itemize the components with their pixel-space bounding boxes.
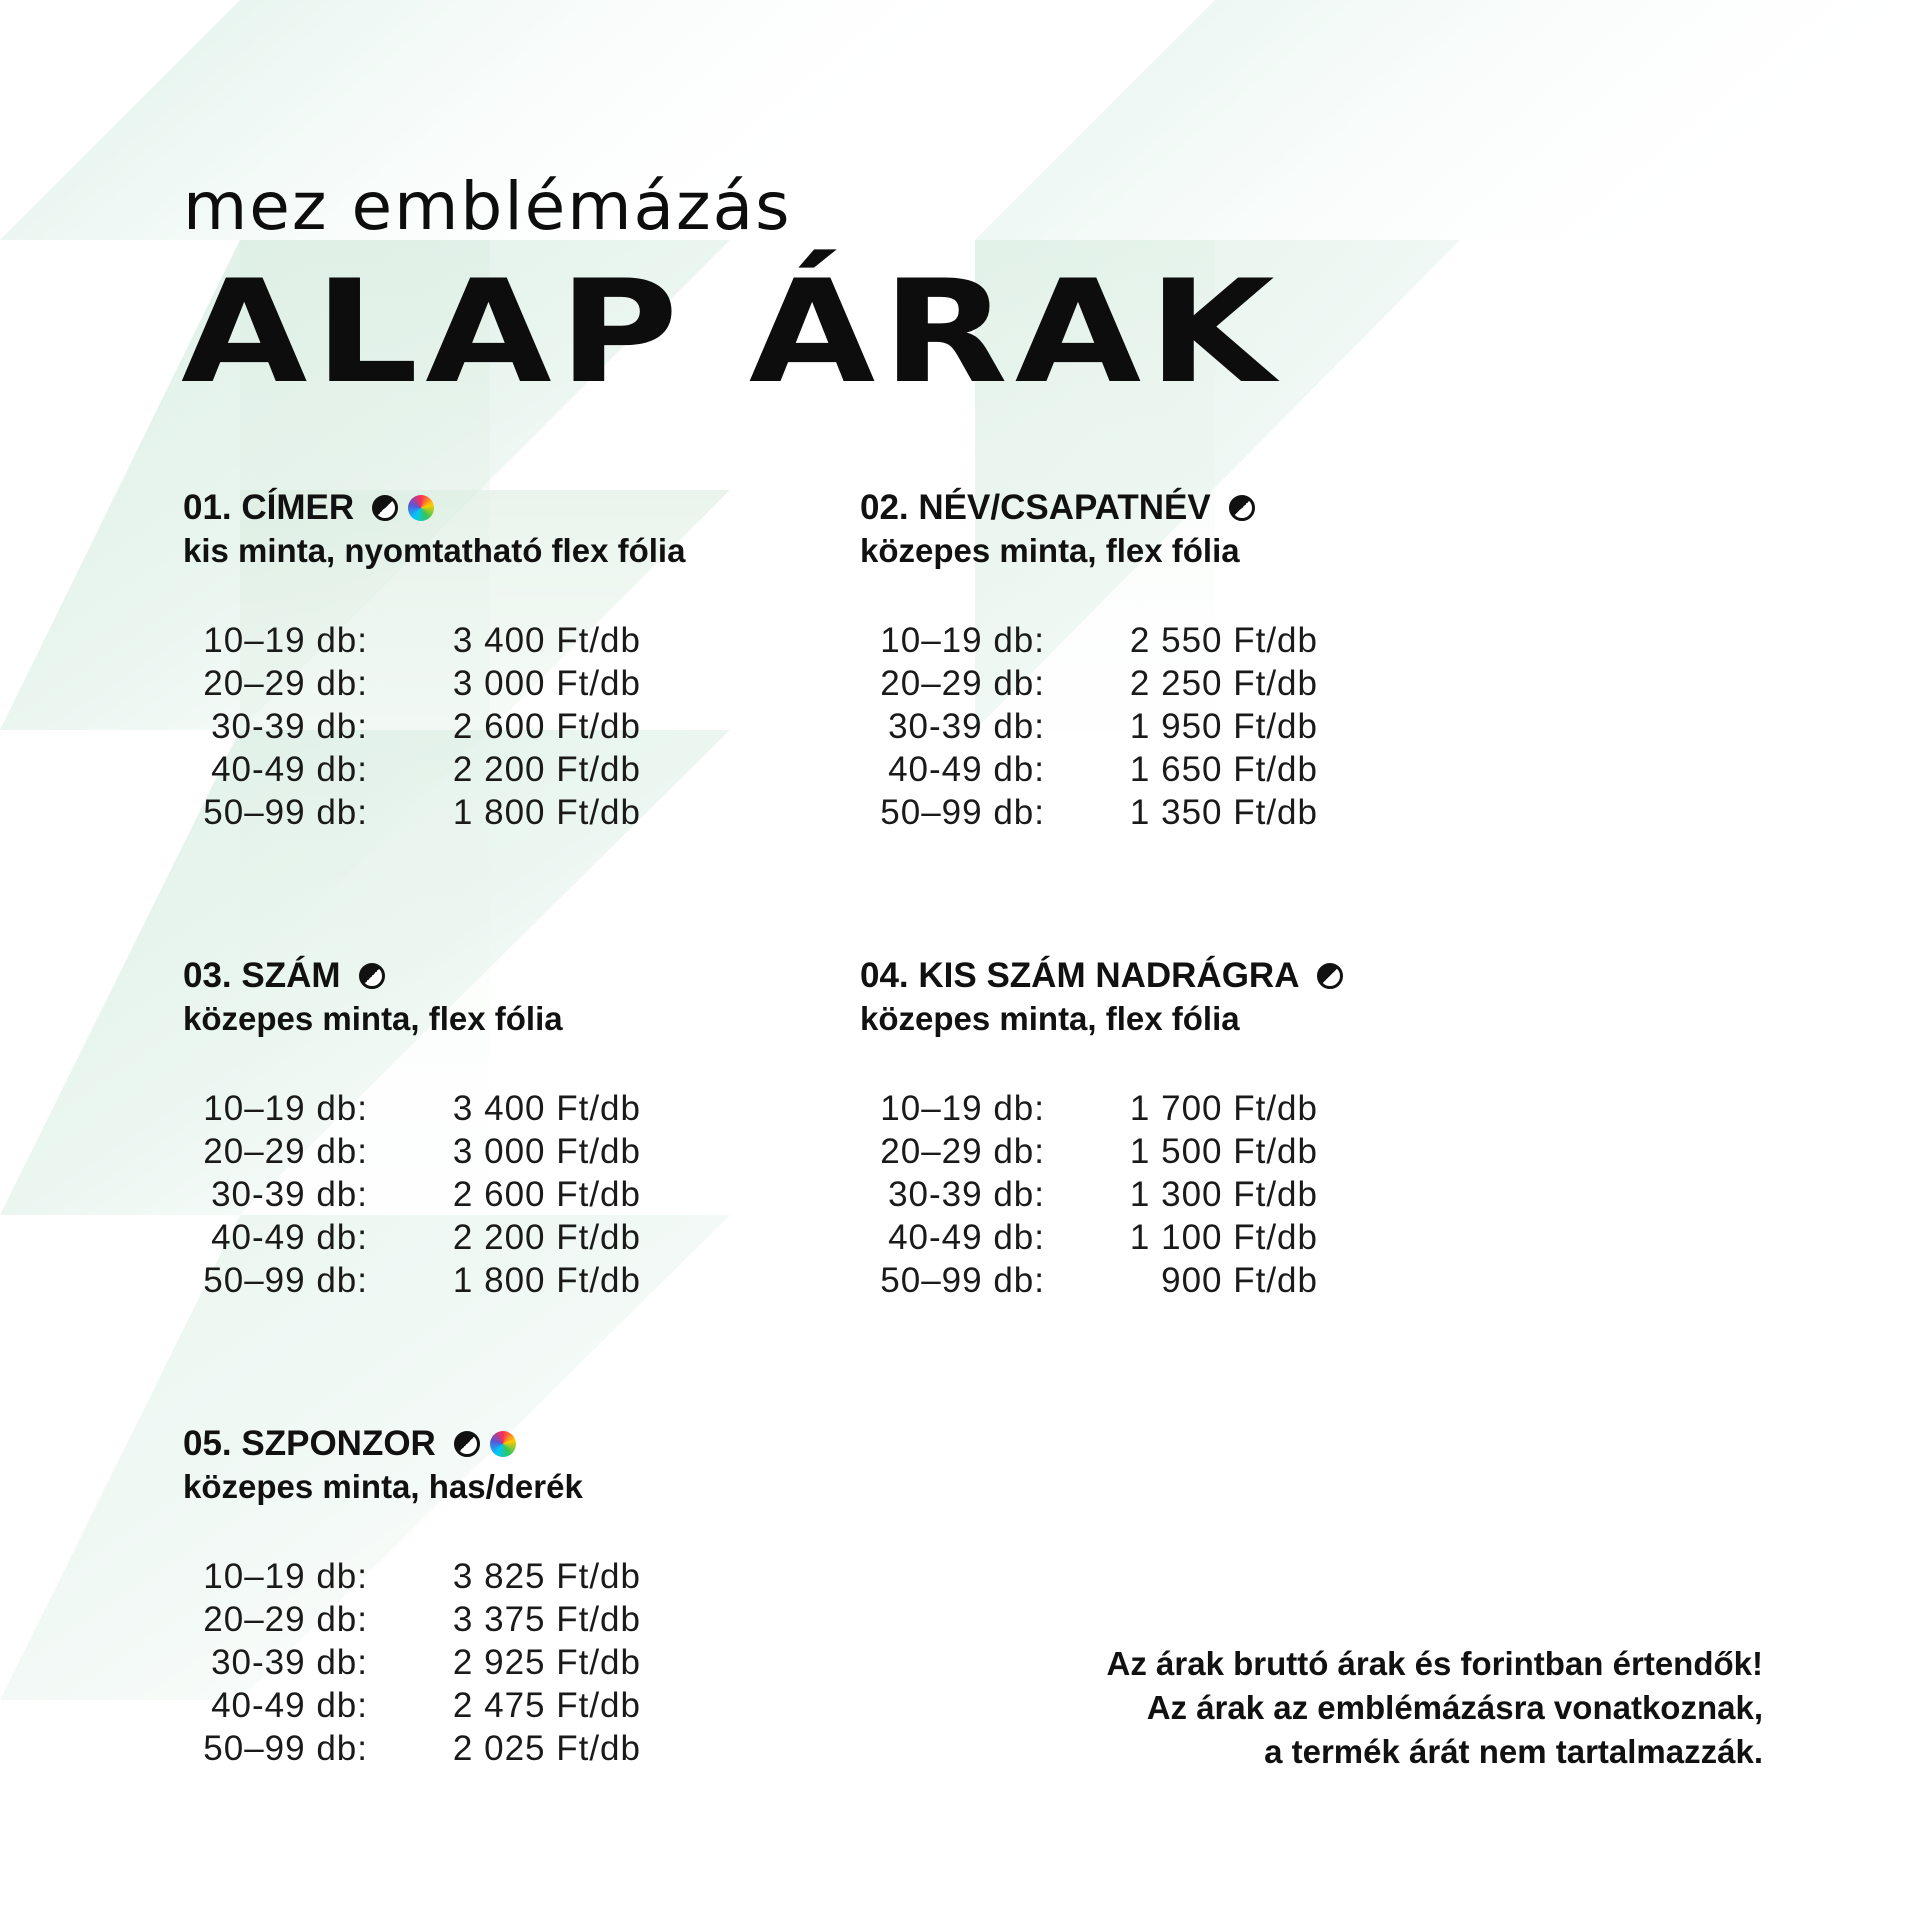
unit-price: 2 475 Ft/db [452, 1685, 641, 1725]
price-row [860, 1130, 1343, 1173]
price-row [860, 705, 1318, 748]
price-table [860, 1087, 1343, 1302]
unit-price: 1 100 Ft/db [1129, 1217, 1318, 1257]
unit-price: 1 350 Ft/db [1129, 792, 1318, 832]
unit-price: 3 000 Ft/db [452, 1131, 641, 1171]
unit-price: 2 925 Ft/db [452, 1642, 641, 1682]
price-row [183, 619, 685, 662]
quantity-range: 20–29 db: [203, 1131, 368, 1171]
unit-price: 1 700 Ft/db [1129, 1088, 1318, 1128]
quantity-range: 10–19 db: [203, 1556, 368, 1596]
section-description: közepes minta, flex fólia [860, 532, 1240, 569]
section-heading-text: 03. SZÁM [183, 956, 341, 995]
unit-price: 900 Ft/db [1161, 1260, 1318, 1300]
quantity-range: 50–99 db: [203, 1728, 368, 1768]
quantity-range: 20–29 db: [203, 663, 368, 703]
single-color-icon [454, 1431, 480, 1457]
section-nev-csapatnev [860, 486, 1318, 834]
price-row [183, 1087, 641, 1130]
quantity-range: 20–29 db: [880, 663, 1045, 703]
price-row [183, 1130, 641, 1173]
price-row [183, 1216, 641, 1259]
unit-price: 1 950 Ft/db [1129, 706, 1318, 746]
unit-price: 1 800 Ft/db [452, 1260, 641, 1300]
section-kis-szam-nadragra [860, 954, 1343, 1302]
price-row [860, 1173, 1343, 1216]
price-table [860, 619, 1318, 834]
price-row [860, 1216, 1343, 1259]
unit-price: 3 375 Ft/db [452, 1599, 641, 1639]
section-heading-text: 04. KIS SZÁM NADRÁGRA [860, 956, 1300, 995]
section-szponzor [183, 1422, 641, 1770]
quantity-range: 50–99 db: [880, 792, 1045, 832]
single-color-icon [372, 495, 398, 521]
note-line: Az árak bruttó árak és forintban értendők! [1106, 1645, 1763, 1682]
unit-price: 1 650 Ft/db [1129, 749, 1318, 789]
unit-price: 3 400 Ft/db [452, 620, 641, 660]
price-row [860, 619, 1318, 662]
unit-price: 2 200 Ft/db [452, 749, 641, 789]
price-row [183, 1555, 641, 1598]
quantity-range: 40-49 db: [888, 1217, 1045, 1257]
unit-price: 3 400 Ft/db [452, 1088, 641, 1128]
price-table [183, 1555, 641, 1770]
section-heading [183, 954, 641, 997]
quantity-range: 50–99 db: [203, 1260, 368, 1300]
quantity-range: 40-49 db: [888, 749, 1045, 789]
quantity-range: 10–19 db: [203, 620, 368, 660]
unit-price: 2 600 Ft/db [452, 706, 641, 746]
quantity-range: 10–19 db: [880, 620, 1045, 660]
unit-price: 2 250 Ft/db [1129, 663, 1318, 703]
price-table [183, 1087, 641, 1302]
price-row [860, 1259, 1343, 1302]
quantity-range: 10–19 db: [880, 1088, 1045, 1128]
unit-price: 1 300 Ft/db [1129, 1174, 1318, 1214]
unit-price: 3 000 Ft/db [452, 663, 641, 703]
quantity-range: 40-49 db: [211, 1685, 368, 1725]
price-row [183, 1727, 641, 1770]
quantity-range: 30-39 db: [211, 706, 368, 746]
section-description: közepes minta, flex fólia [860, 1000, 1240, 1037]
price-row [860, 662, 1318, 705]
page-title: ALAP ÁRAK [181, 250, 1282, 415]
quantity-range: 50–99 db: [203, 792, 368, 832]
price-row [183, 1173, 641, 1216]
section-description: közepes minta, has/derék [183, 1468, 583, 1505]
quantity-range: 40-49 db: [211, 1217, 368, 1257]
section-heading-text: 02. NÉV/CSAPATNÉV [860, 488, 1211, 527]
section-heading [183, 486, 685, 529]
unit-price: 2 600 Ft/db [452, 1174, 641, 1214]
section-heading [183, 1422, 641, 1465]
price-row [183, 1259, 641, 1302]
unit-price: 3 825 Ft/db [452, 1556, 641, 1596]
page-subtitle: mez emblémázás [183, 168, 792, 245]
single-color-icon [1229, 495, 1255, 521]
full-color-icon [408, 495, 434, 521]
price-row [183, 1641, 641, 1684]
section-heading [860, 486, 1318, 529]
price-table [183, 619, 685, 834]
price-note [1107, 1642, 1763, 1774]
unit-price: 1 800 Ft/db [452, 792, 641, 832]
quantity-range: 20–29 db: [203, 1599, 368, 1639]
price-row [183, 1598, 641, 1641]
price-row [183, 748, 685, 791]
quantity-range: 40-49 db: [211, 749, 368, 789]
section-heading [860, 954, 1343, 997]
section-description: közepes minta, flex fólia [183, 1000, 563, 1037]
unit-price: 2 200 Ft/db [452, 1217, 641, 1257]
price-row [860, 748, 1318, 791]
quantity-range: 30-39 db: [888, 706, 1045, 746]
quantity-range: 20–29 db: [880, 1131, 1045, 1171]
section-heading-text: 05. SZPONZOR [183, 1424, 436, 1463]
full-color-icon [490, 1431, 516, 1457]
section-heading-text: 01. CÍMER [183, 488, 355, 527]
note-line: Az árak az emblémázásra vonatkoznak, [1146, 1689, 1763, 1726]
quantity-range: 30-39 db: [211, 1174, 368, 1214]
unit-price: 2 025 Ft/db [452, 1728, 641, 1768]
unit-price: 1 500 Ft/db [1129, 1131, 1318, 1171]
price-row [183, 791, 685, 834]
quantity-range: 30-39 db: [211, 1642, 368, 1682]
single-color-icon [1317, 963, 1343, 989]
price-row [860, 1087, 1343, 1130]
price-row [183, 705, 685, 748]
section-cimer [183, 486, 685, 834]
note-line: a termék árát nem tartalmazzák. [1264, 1733, 1763, 1770]
price-row [183, 662, 685, 705]
single-color-icon [359, 963, 385, 989]
section-szam [183, 954, 641, 1302]
unit-price: 2 550 Ft/db [1129, 620, 1318, 660]
price-row [860, 791, 1318, 834]
section-description: kis minta, nyomtatható flex fólia [183, 532, 686, 569]
price-row [183, 1684, 641, 1727]
quantity-range: 30-39 db: [888, 1174, 1045, 1214]
quantity-range: 10–19 db: [203, 1088, 368, 1128]
quantity-range: 50–99 db: [880, 1260, 1045, 1300]
